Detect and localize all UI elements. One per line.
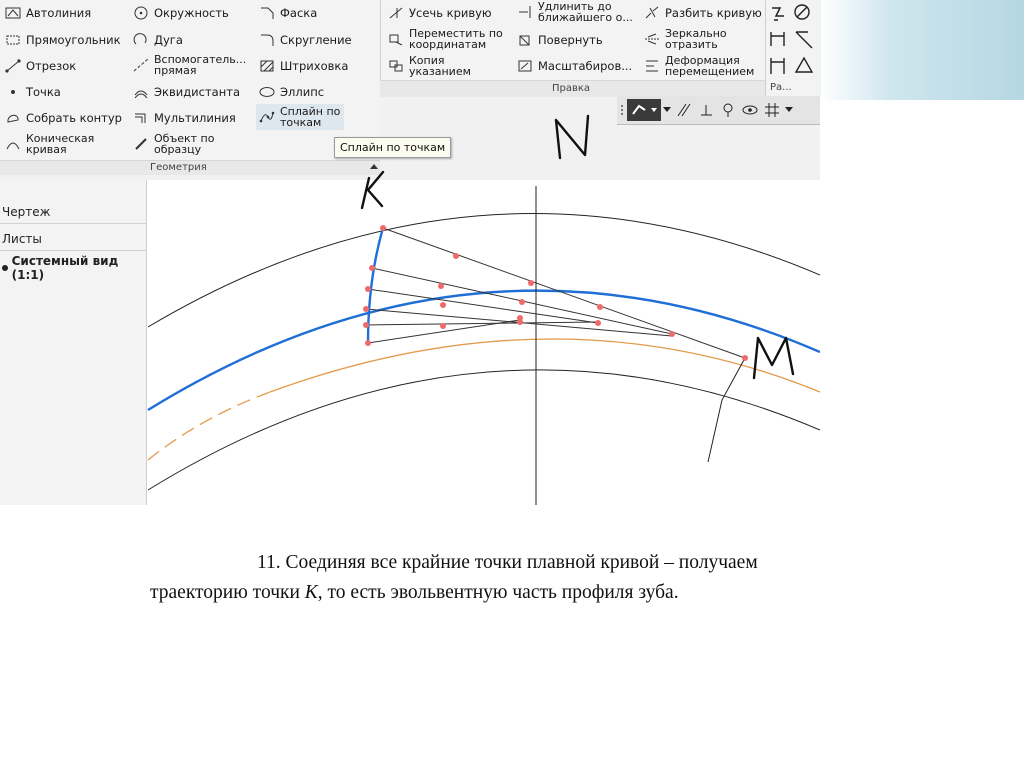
- tool-label: Вспомогатель...: [154, 53, 247, 66]
- tool-trim-curve[interactable]: [387, 5, 492, 21]
- caption-line-1: 11. Соединяя все крайние точки плавной кривой – получаем: [257, 552, 758, 573]
- tool-label: Зеркально: [665, 27, 727, 40]
- chamfer-icon: [258, 5, 276, 21]
- tool-conic-curve[interactable]: [4, 133, 94, 155]
- rotate-icon: [516, 32, 534, 48]
- tool-scale[interactable]: [516, 58, 632, 74]
- leader-m: [708, 358, 745, 462]
- point-icon: [4, 84, 22, 100]
- construction-points: [363, 225, 748, 361]
- tool-label: Автолиния: [26, 5, 92, 20]
- tool-label: кривая: [26, 143, 67, 156]
- tool-label: образцу: [154, 143, 202, 156]
- tool-circle[interactable]: [132, 5, 229, 21]
- geometry-panel-label: Геометрия: [150, 162, 207, 173]
- caption-point-k: К: [304, 582, 318, 603]
- tool-deform[interactable]: [643, 55, 754, 77]
- copy-icon: [387, 58, 405, 74]
- tool-label: координатам: [409, 38, 487, 51]
- tool-label: Окружность: [154, 5, 229, 20]
- tool-label: указанием: [409, 65, 471, 78]
- edit-panel-footer: [380, 80, 765, 97]
- dedendum-circle: [148, 370, 820, 490]
- tool-fillet[interactable]: [258, 32, 352, 48]
- tree-item-sheets[interactable]: [0, 227, 146, 251]
- tool-autoline[interactable]: [4, 5, 91, 21]
- tool-label: Повернуть: [538, 32, 603, 47]
- tool-collect-contour[interactable]: [4, 110, 122, 126]
- tool-label: Коническая: [26, 132, 95, 145]
- tool-label: Копия: [409, 54, 445, 67]
- tree-item-label: Системный вид (1:1): [11, 254, 119, 282]
- addendum-circle: [148, 214, 820, 327]
- rectangle-icon: [4, 32, 22, 48]
- edit-panel-label: Правка: [552, 83, 591, 94]
- tool-label: Деформация: [665, 54, 740, 67]
- aux-line-icon: [132, 57, 150, 73]
- tool-label: Собрать контур: [26, 110, 122, 125]
- tool-copy[interactable]: [387, 55, 471, 77]
- tool-split-curve[interactable]: [643, 5, 762, 21]
- dimension-tools-icons[interactable]: [766, 0, 821, 80]
- tool-segment[interactable]: [4, 58, 76, 74]
- tool-label: перемещением: [665, 65, 755, 78]
- tool-label: точкам: [280, 116, 322, 129]
- tool-hatch[interactable]: [258, 58, 348, 74]
- tool-rectangle[interactable]: [4, 32, 121, 48]
- caption-line-2: [150, 582, 679, 603]
- autoline-icon: [4, 5, 22, 21]
- tool-label: Переместить по: [409, 27, 503, 40]
- dimensions-panel: [765, 0, 821, 96]
- tool-rotate[interactable]: [516, 32, 603, 48]
- bullet-icon: [2, 265, 8, 271]
- tool-chamfer[interactable]: [258, 5, 317, 21]
- tool-point[interactable]: [4, 84, 61, 100]
- tool-label: Эквидистанта: [154, 84, 240, 99]
- contour-icon: [4, 110, 22, 126]
- tool-label: Скругление: [280, 32, 352, 47]
- caption-text: , то есть эвольвентную часть профиля зуба.: [317, 582, 679, 603]
- tooltip-spline: Сплайн по точкам: [334, 137, 451, 158]
- tool-label: ближайшего о...: [538, 11, 633, 24]
- slide-caption: [150, 548, 950, 608]
- tool-label: Эллипс: [280, 84, 325, 99]
- circle-icon: [132, 5, 150, 21]
- tool-label: прямая: [154, 64, 197, 77]
- tool-label: Объект по: [154, 132, 215, 145]
- move-icon: [387, 31, 405, 47]
- tool-label: Сплайн по: [280, 105, 341, 118]
- tree-item-system-view[interactable]: [0, 256, 146, 280]
- trim-icon: [387, 5, 405, 21]
- tool-label: Штриховка: [280, 58, 349, 73]
- tool-label: Мультилиния: [154, 110, 236, 125]
- tree-item-label: Листы: [2, 231, 42, 246]
- fillet-icon: [258, 32, 276, 48]
- drawing-tree: [0, 180, 147, 505]
- tool-label: Усечь кривую: [409, 5, 492, 20]
- base-circle: [148, 291, 820, 410]
- tool-label: отразить: [665, 38, 718, 51]
- tool-label: Удлинить до: [538, 0, 612, 13]
- tree-item-drawing[interactable]: [0, 200, 146, 224]
- deform-icon: [643, 58, 661, 74]
- hatch-icon: [258, 58, 276, 74]
- drawing-canvas[interactable]: [146, 96, 820, 505]
- tool-label: Масштабиров...: [538, 58, 633, 73]
- caption-text: траекторию точки: [150, 582, 305, 603]
- tool-move-by-coords[interactable]: [387, 28, 503, 50]
- tool-extend[interactable]: [516, 1, 633, 23]
- scale-icon: [516, 58, 534, 74]
- split-icon: [643, 5, 661, 21]
- extend-icon: [516, 4, 534, 20]
- tool-arc[interactable]: [132, 32, 183, 48]
- slide-corner-decoration: [820, 0, 1024, 100]
- tree-item-label: Чертеж: [2, 204, 51, 219]
- involute-curve: [368, 228, 383, 343]
- tool-label: Прямоугольник: [26, 32, 121, 47]
- tool-aux-line[interactable]: [132, 54, 246, 76]
- segment-icon: [4, 58, 22, 74]
- mirror-icon: [643, 31, 661, 47]
- dimensions-panel-label: Ра...: [770, 82, 792, 93]
- arc-icon: [132, 32, 150, 48]
- tool-label: Отрезок: [26, 58, 77, 73]
- tool-label: Фаска: [280, 5, 318, 20]
- pitch-circle-dash: [148, 392, 270, 460]
- pitch-circle: [270, 339, 820, 392]
- tool-label: Разбить кривую: [665, 5, 762, 20]
- conic-curve-icon: [4, 136, 22, 152]
- tool-label: Точка: [26, 84, 61, 99]
- tool-mirror[interactable]: [643, 28, 727, 50]
- tool-label: Дуга: [154, 32, 183, 47]
